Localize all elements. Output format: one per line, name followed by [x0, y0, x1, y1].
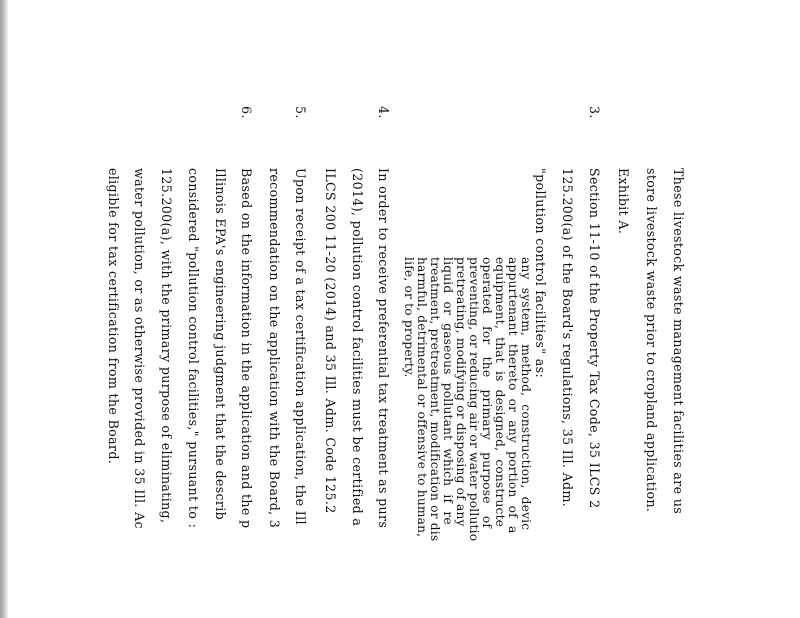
- scan-edge-shadow: [0, 0, 8, 618]
- quote-line: liquid or gaseous pollutant which if re: [441, 257, 455, 525]
- text-line: (2014), pollution control facilities must be certified a: [350, 168, 365, 527]
- quote-line: any system, method, construction, devic: [519, 257, 533, 531]
- text-line: recommendation on the application with the Board, 3: [267, 168, 282, 529]
- item-number: 4.: [376, 106, 391, 119]
- text-line: considered "pollution control facilities," pursuant to :: [186, 168, 201, 529]
- quote-line: preventing, or reducing air or water pollutio: [467, 257, 481, 542]
- text-line: In order to receive preferential tax treatment as purs: [376, 168, 391, 529]
- text-line: ILCS 200 11-20 (2014) and 35 Ill. Adm. Code 125.2: [323, 168, 338, 514]
- item-number: 6.: [239, 106, 254, 119]
- text-line: store livestock waste prior to cropland application.: [644, 168, 659, 513]
- quote-line: harmful, detrimental or offensive to human,: [415, 257, 429, 538]
- text-line: These livestock waste management facilities are us: [671, 168, 686, 515]
- quote-line: treatment, pretreatment, modification or dis: [428, 257, 442, 542]
- text-line: Upon receipt of a tax certification application, the Ill: [293, 168, 308, 525]
- text-line: Exhibit A.: [616, 168, 631, 235]
- quote-line: appurtenant thereto or any portion of a: [506, 257, 520, 534]
- text-line: water pollution, or as otherwise provided in 35 Ill. Ac: [132, 168, 147, 529]
- text-line: Section 11-10 of the Property Tax Code, 35 ILCS 2: [587, 168, 602, 509]
- item-number: 3.: [587, 106, 602, 119]
- quote-line: operated for the primary purpose of: [480, 257, 494, 529]
- item-number: 5.: [293, 106, 308, 119]
- text-line: 125.200(a), with the primary purpose of eliminating,: [159, 168, 174, 524]
- quote-line: equipment, that is designed, constructe: [493, 257, 507, 528]
- text-line: 125.200(a) of the Board's regulations, 35 Ill. Adm.: [560, 168, 575, 508]
- text-line: Illinois EPA's engineering judgment that the describ: [213, 168, 228, 521]
- quote-line: life, or to property.: [402, 257, 416, 378]
- text-line: eligible for tax certification from the Board.: [106, 168, 121, 465]
- quote-line: pretreating, modifying or disposing of any: [454, 257, 468, 527]
- rotated-document: [106, 92, 690, 592]
- text-line: "pollution control facilities" as:: [533, 168, 548, 379]
- text-line: Based on the information in the application and the p: [239, 168, 254, 529]
